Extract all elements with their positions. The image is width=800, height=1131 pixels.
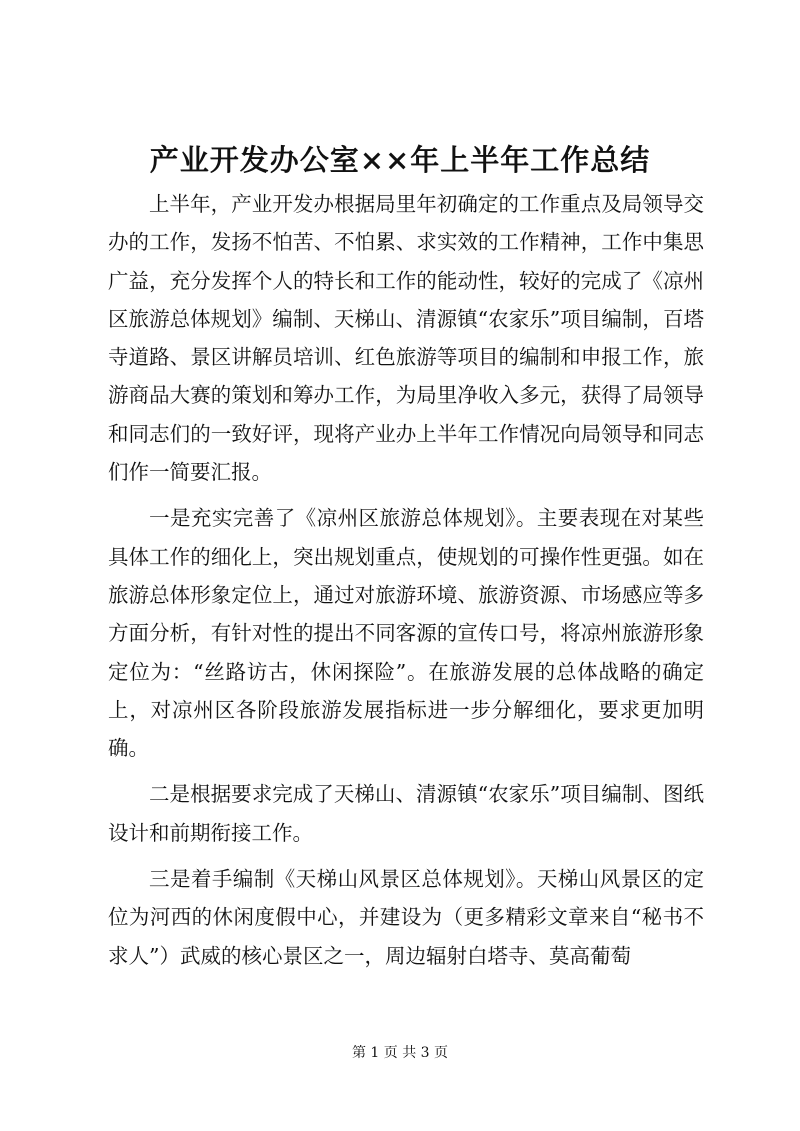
paragraph-item-1: 一是充实完善了《凉州区旅游总体规划》。主要表现在对某些具体工作的细化上，突出规划重点，使规划的可操作性更强。如在旅游总体形象定位上，通过对旅游环境、旅游资源、市场感应等多方面分析，有针对性的提出不同客源的宣传口号，将凉州旅游形象定位为：“丝路访古，休闲探险”。在旅游发展的总体战略的确定上，对凉州区各阶段旅游发展指标进一步分解细化，要求更加明确。 — [108, 506, 704, 761]
paragraph-item-2: 二是根据要求完成了天梯山、清源镇“农家乐”项目编制、图纸设计和前期衔接工作。 — [108, 782, 704, 845]
document-body — [108, 185, 704, 983]
paragraph-intro: 上半年，产业开发办根据局里年初确定的工作重点及局领导交办的工作，发扬不怕苦、不怕累、求实效的工作精神，工作中集思广益，充分发挥个人的特长和工作的能动性，较好的完成了《凉州区旅游总体规划》编制、天梯山、清源镇“农家乐”项目编制，百塔寺道路、景区讲解员培训、红色旅游等项目的编制和申报工作，旅游商品大赛的策划和筹办工作，为局里净收入多元，获得了局领导和同志们的一致好评，现将产业办上半年工作情况向局领导和同志们作一简要汇报。 — [108, 192, 704, 485]
paragraph-item-3: 三是着手编制《天梯山风景区总体规划》。天梯山风景区的定位为河西的休闲度假中心，并建设为（更多精彩文章来自“秘书不求人”）武威的核心景区之一，周边辐射白塔寺、莫高葡萄 — [108, 867, 704, 968]
page-number-footer: 第 1 页 共 3 页 — [351, 1045, 449, 1061]
document-title: 产业开发办公室××年上半年工作总结 — [149, 143, 651, 177]
